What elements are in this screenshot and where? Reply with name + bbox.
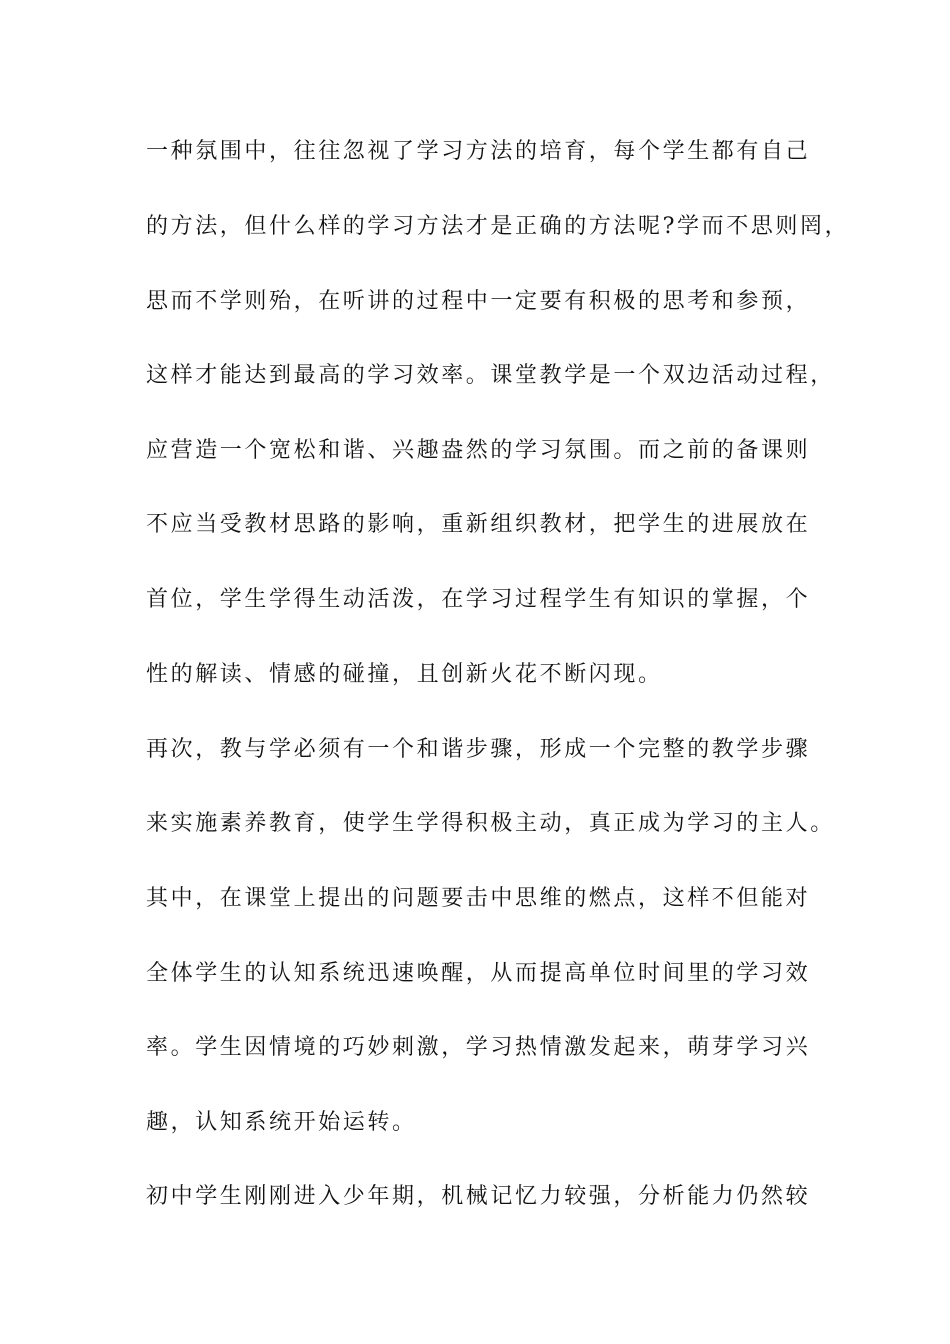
text-line: 性的解读、情感的碰撞，且创新火花不断闪现。 xyxy=(146,662,663,687)
text-line: 其中，在课堂上提出的问题要击中思维的燃点，这样不但能对 xyxy=(146,886,811,911)
text-line: 首位，学生学得生动活泼，在学习过程学生有知识的掌握，个 xyxy=(146,587,811,612)
text-line: 思而不学则殆，在听讲的过程中一定要有积极的思考和参预， xyxy=(146,289,811,314)
text-line: 应营造一个宽松和谐、兴趣盎然的学习氛围。而之前的备课则 xyxy=(146,438,811,463)
text-line: 的方法，但什么样的学习方法才是正确的方法呢?学而不思则罔， xyxy=(146,214,850,239)
text-line: 全体学生的认知系统迅速唤醒，从而提高单位时间里的学习效 xyxy=(146,961,811,986)
text-line: 再次，教与学必须有一个和谐步骤，形成一个完整的教学步骤 xyxy=(146,737,811,762)
text-line: 率。学生因情境的巧妙刺激，学习热情激发起来，萌芽学习兴 xyxy=(146,1035,811,1060)
text-line: 不应当受教材思路的影响，重新组织教材，把学生的进展放在 xyxy=(146,512,811,537)
text-line: 来实施素养教育，使学生学得积极主动，真正成为学习的主人。 xyxy=(146,811,835,836)
text-line: 一种氛围中，往往忽视了学习方法的培育，每个学生都有自己 xyxy=(146,139,811,164)
text-line: 初中学生刚刚进入少年期，机械记忆力较强，分析能力仍然较 xyxy=(146,1184,811,1209)
text-line: 这样才能达到最高的学习效率。课堂教学是一个双边活动过程， xyxy=(146,363,835,388)
text-line: 趣，认知系统开始运转。 xyxy=(146,1110,417,1135)
